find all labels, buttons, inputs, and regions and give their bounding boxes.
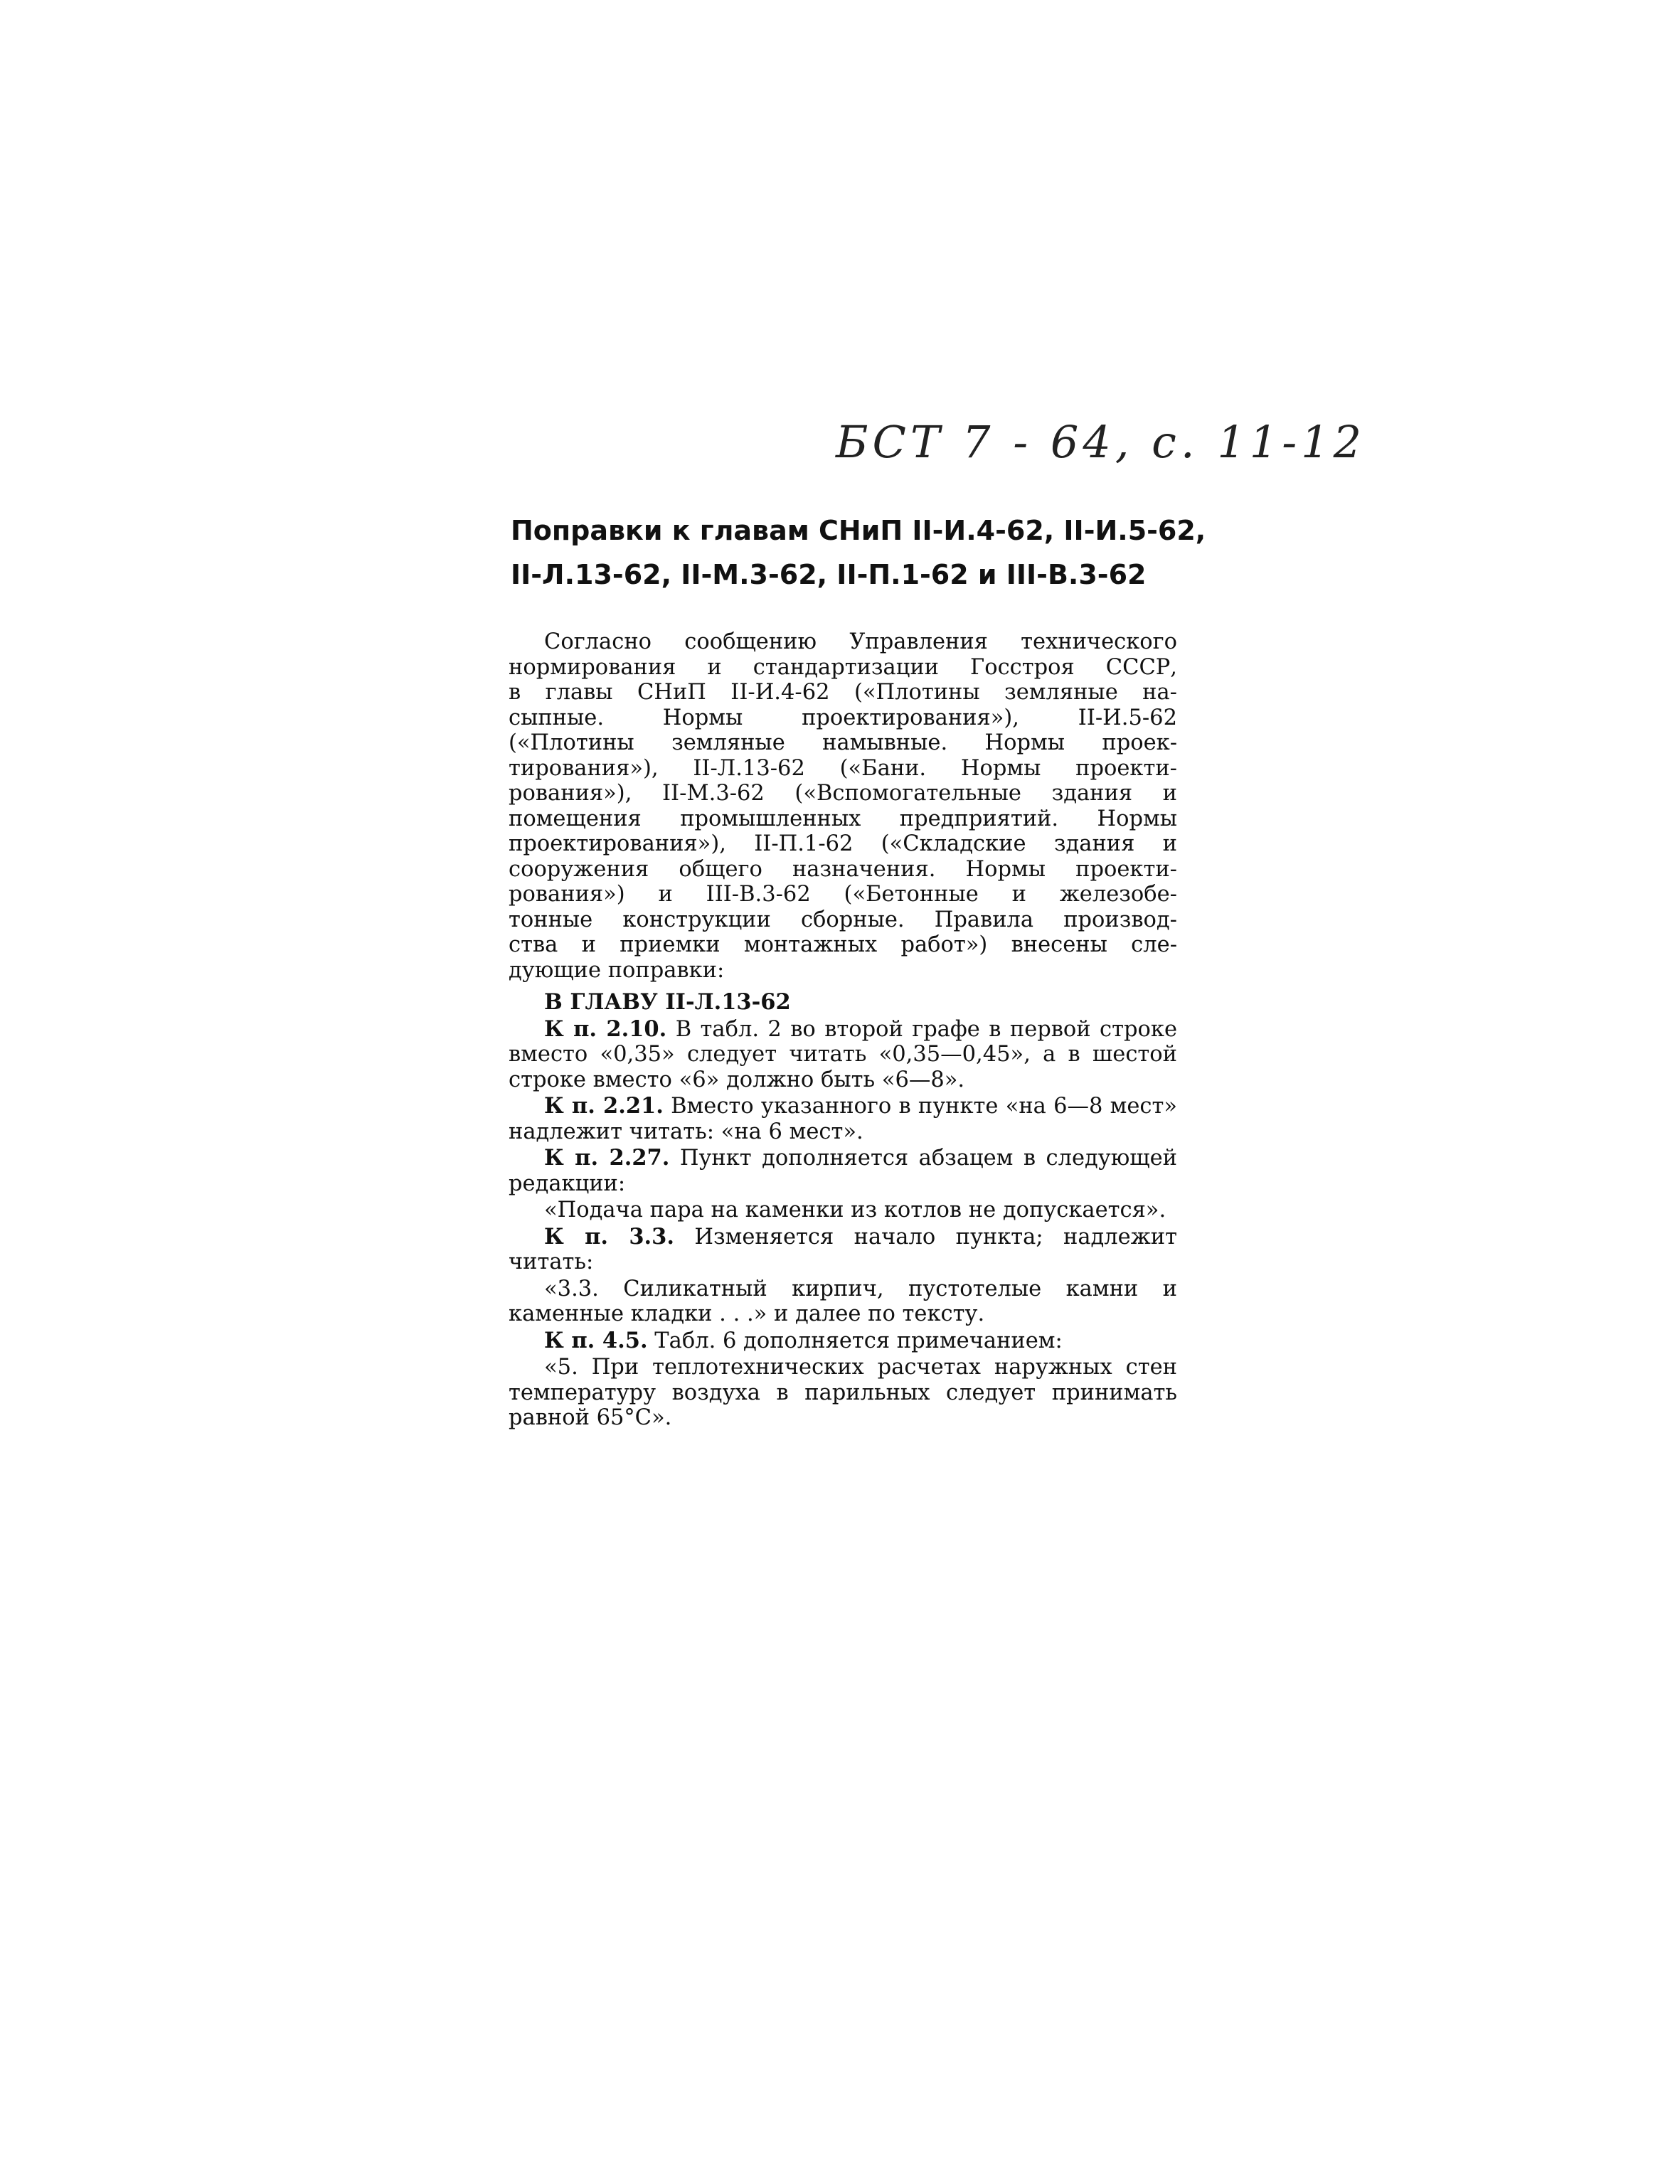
item-text: Вместо указанного в пункте «на 6—8 мест» надлежит читать: «на 6 мест». — [509, 1094, 1178, 1144]
amendment-quote: «5. При теплотехнических расчетах наружных стен температуру воздуха в парильных следует принимать равной 65°С». — [509, 1355, 1177, 1430]
item-text: В табл. 2 во второй графе в первой строке вместо «0,35» следует читать «0,35—0,45», а в шестой строке вместо «6» должно быть «6—8». — [509, 1016, 1177, 1092]
item-text: Пункт дополняется абзацем в следующей редакции: — [509, 1146, 1178, 1196]
intro-line: тонные конструкции сборные. Правила производ- — [509, 907, 1177, 932]
section-heading: В ГЛАВУ II-Л.13-62 — [544, 989, 791, 1015]
title-line-2: II-Л.13-62, II-М.3-62, II-П.1-62 и III-В.3-62 — [511, 559, 1147, 590]
intro-line: Согласно сообщению Управления технического — [544, 629, 1177, 654]
document-title — [511, 508, 1208, 597]
intro-line: нормирования и стандартизации Госстроя СССР, — [509, 654, 1177, 680]
intro-paragraph — [509, 629, 1177, 983]
item-reference: К п. 4.5. — [544, 1327, 648, 1353]
intro-line: рования») и III-В.3-62 («Бетонные и железобе- — [509, 882, 1177, 907]
item-reference: К п. 2.10. — [544, 1016, 667, 1042]
intro-line: проектирования»), II-П.1-62 («Складские здания и — [509, 831, 1177, 856]
intro-line: тирования»), II-Л.13-62 («Бани. Нормы проекти- — [509, 755, 1177, 781]
amendment-item — [509, 1225, 1177, 1275]
amendment-item — [509, 1328, 1177, 1354]
item-reference: К п. 3.3. — [544, 1223, 675, 1250]
amendment-item — [509, 1094, 1177, 1144]
intro-line: сыпные. Нормы проектирования»), II-И.5-62 — [509, 705, 1177, 730]
intro-line: рования»), II-М.3-62 («Вспомогательные здания и — [509, 781, 1177, 806]
item-text: Изменяется начало пункта; надлежит читать: — [509, 1224, 1177, 1274]
intro-line: ства и приемки монтажных работ») внесены сле- — [509, 932, 1177, 957]
intro-line: сооружения общего назначения. Нормы проекти- — [509, 856, 1177, 882]
handwritten-note: БСТ 7 - 64, с. 11-12 — [836, 416, 1366, 468]
document-body — [509, 629, 1177, 1431]
amendment-quote: «Подача пара на каменки из котлов не допускается». — [544, 1198, 1166, 1222]
intro-line: в главы СНиП II-И.4-62 («Плотины земляные на- — [509, 680, 1177, 705]
item-text: Табл. 6 дополняется примечанием: — [647, 1328, 1063, 1353]
intro-line: дующие поправки: — [509, 957, 725, 983]
title-line-1: Поправки к главам СНиП II-И.4-62, II-И.5-62, — [511, 515, 1206, 546]
intro-line: («Плотины земляные намывные. Нормы проек- — [509, 730, 1177, 755]
amendment-quote: «3.3. Силикатный кирпич, пустотелые камни и каменные кладки . . .» и далее по тексту. — [509, 1276, 1177, 1326]
item-reference: К п. 2.21. — [544, 1093, 664, 1119]
amendment-item — [509, 1017, 1177, 1093]
amendment-item — [509, 1146, 1177, 1196]
item-reference: К п. 2.27. — [544, 1145, 670, 1171]
intro-line: помещения промышленных предприятий. Нормы — [509, 806, 1177, 831]
